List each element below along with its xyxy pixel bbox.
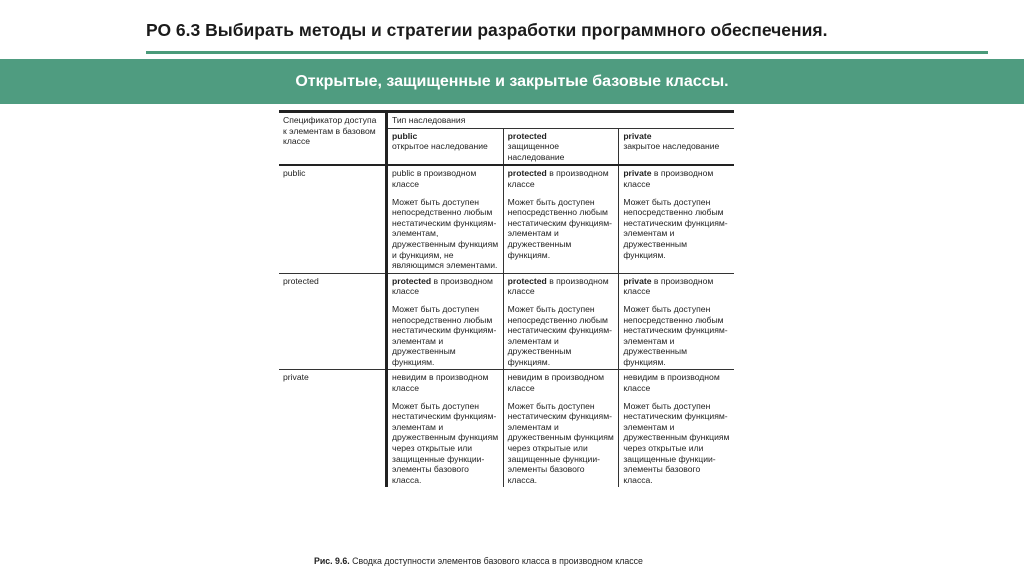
- col-kw: private: [623, 130, 652, 141]
- title-underline: [146, 51, 988, 54]
- row-label: private: [279, 370, 387, 487]
- col-header-protected: [503, 128, 619, 165]
- slide-title: РО 6.3 Выбирать методы и стратегии разработки программного обеспечения.: [146, 20, 828, 40]
- inheritance-access-table: [279, 110, 734, 487]
- caption-text: Сводка доступности элементов базового класса в производном классе: [349, 556, 643, 566]
- table-cell: protected в производном классе Может быть доступен непосредственно любым нестатическим функциям-элементам и дружественным функциям.: [503, 273, 619, 370]
- section-banner: [0, 59, 1024, 104]
- col-header-public: [387, 128, 504, 165]
- banner-text: Открытые, защищенные и закрытые базовые классы.: [295, 72, 729, 90]
- table-cell: невидим в производном классе Может быть доступен нестатическим функциям-элементам и дружественным функциям через открытые или защищенные функции-элементы базового класса.: [503, 370, 619, 487]
- spec-header-cell: Спецификатор доступа к элементам в базовом классе: [279, 112, 387, 166]
- table-cell: private в производном классе Может быть доступен непосредственно любым нестатическим функциям-элементам и дружественным функциям.: [619, 165, 734, 273]
- table-cell: private в производном классе Может быть доступен непосредственно любым нестатическим функциям-элементам и дружественным функциям.: [619, 273, 734, 370]
- figure-caption: [314, 556, 643, 566]
- table-cell: невидим в производном классе Может быть доступен нестатическим функциям-элементам и дружественным функциям через открытые или защищенные функции-элементы базового класса.: [619, 370, 734, 487]
- col-desc: открытое наследование: [392, 141, 488, 152]
- table-row: [279, 370, 734, 487]
- table-cell: public в производном классе Может быть доступен непосредственно любым нестатическим функциям-элементам, дружественным функциям и функциям, не являющимся элементами.: [387, 165, 504, 273]
- col-kw: protected: [507, 130, 547, 141]
- table-cell: protected в производном классе Может быть доступен непосредственно любым нестатическим функциям-элементам и дружественным функциям.: [503, 165, 619, 273]
- table-cell: protected в производном классе Может быть доступен непосредственно любым нестатическим функциям-элементам и дружественным функциям.: [387, 273, 504, 370]
- type-header-cell: Тип наследования: [387, 112, 735, 129]
- col-header-private: [619, 128, 734, 165]
- col-desc: закрытое наследование: [623, 141, 720, 152]
- col-kw: public: [392, 130, 418, 141]
- row-label: public: [279, 165, 387, 273]
- table-row: [279, 273, 734, 370]
- table-header-row: [279, 112, 734, 129]
- row-label: protected: [279, 273, 387, 370]
- col-desc: защищенное наследование: [507, 141, 565, 162]
- table-cell: невидим в производном классе Может быть доступен нестатическим функциям-элементам и дружественным функциям через открытые или защищенные функции-элементы базового класса.: [392, 372, 499, 485]
- caption-label: Рис. 9.6.: [314, 556, 350, 566]
- table-row: [279, 165, 734, 273]
